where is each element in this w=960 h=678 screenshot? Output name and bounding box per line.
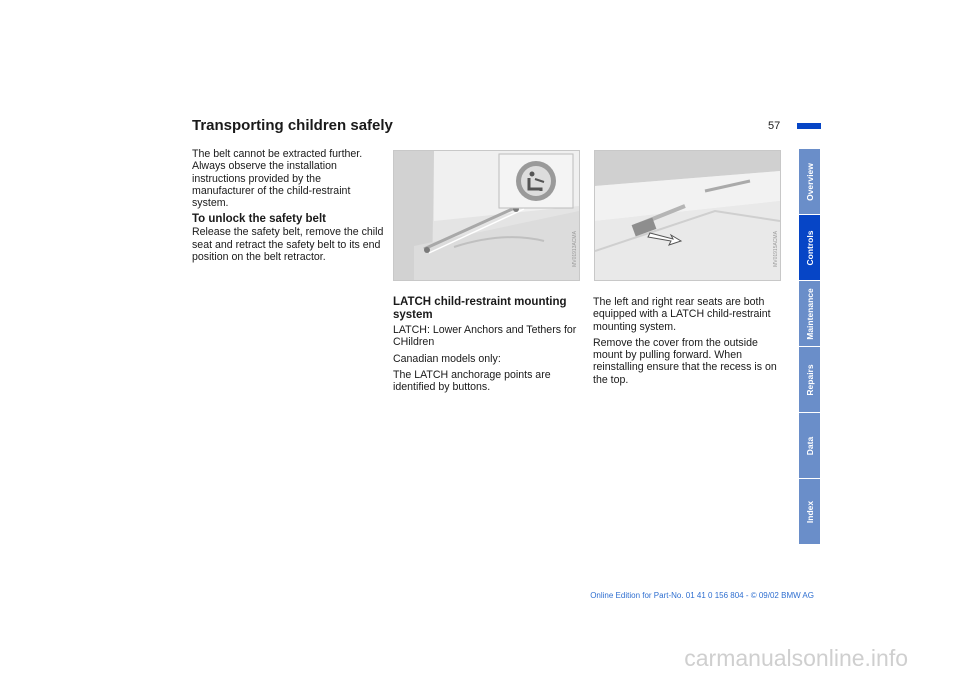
figure-code-right: MV01915ACMA (773, 231, 780, 267)
tab-controls[interactable] (799, 215, 820, 280)
unlock-belt-paragraph: Release the safety belt, remove the child seat and retract the safety belt to its end position on the belt retractor. (192, 226, 384, 264)
latch-definition: LATCH: Lower Anchors and Tethers for CHildren (393, 324, 577, 349)
latch-heading: LATCH child-restraint mounting system (393, 296, 567, 321)
tab-label: Repairs (804, 363, 815, 396)
tab-index[interactable] (799, 479, 820, 544)
unlock-belt-heading: To unlock the safety belt (192, 213, 326, 226)
page-accent-bar (797, 123, 821, 129)
tab-data[interactable] (799, 413, 820, 478)
cover-removal-paragraph: Remove the cover from the outside mount by pulling forward. When reinstalling ensure that the recess is on the top. (593, 336, 777, 386)
middle-column (393, 296, 587, 397)
left-column (192, 148, 386, 267)
rear-seats-paragraph: The left and right rear seats are both equipped with a LATCH child-restraint mounting system. (593, 296, 771, 333)
footer-edition-note: Online Edition for Part-No. 01 41 0 156 804 - © 09/02 BMW AG (590, 591, 814, 600)
tab-overview[interactable] (799, 149, 820, 214)
latch-buttons-paragraph: The LATCH anchorage points are identified by buttons. (393, 368, 551, 394)
tab-maintenance[interactable] (799, 281, 820, 346)
tab-repairs[interactable] (799, 347, 820, 412)
page-number: 57 (768, 120, 781, 132)
page-title: Transporting children safely (192, 117, 393, 134)
latch-cover-photo (594, 150, 781, 281)
figure-code-left: MV01913ACMA (572, 231, 579, 267)
tab-label: Maintenance (804, 287, 815, 340)
watermark (0, 645, 960, 672)
right-column (593, 296, 787, 390)
belt-note-paragraph: The belt cannot be extracted further. Always observe the installation instructions provided by the manufacturer of the child-restraint system. (192, 148, 363, 210)
latch-cover-illustration (595, 151, 780, 280)
section-tabs (799, 149, 820, 545)
latch-button-illustration (394, 151, 579, 280)
watermark-text: carmanualsonline.info (684, 645, 908, 671)
tab-label: Index (804, 500, 815, 523)
canadian-models-note: Canadian models only: (393, 352, 501, 365)
tab-label: Data (804, 436, 815, 455)
tab-label: Controls (804, 230, 815, 265)
latch-button-photo (393, 150, 580, 281)
tab-label: Overview (804, 162, 815, 201)
